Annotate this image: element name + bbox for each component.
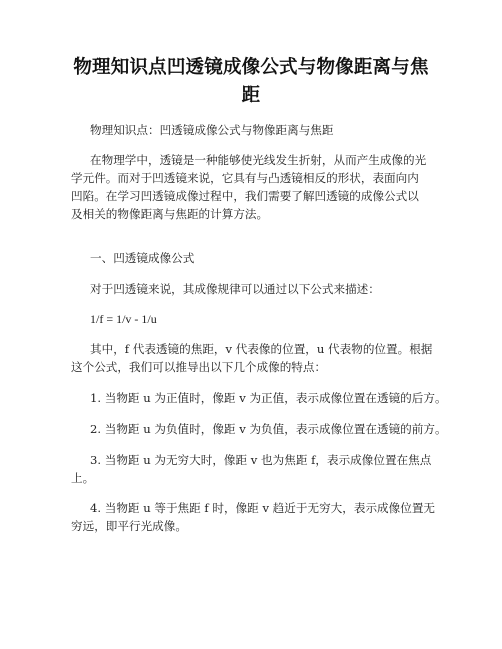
section-intro: 对于凹透镜来说，其成像规律可以通过以下公式来描述： [90, 282, 380, 296]
list-item-line: 上。 [71, 471, 95, 485]
list-item-line: 穷远，即平行光成像。 [71, 519, 187, 533]
paragraph-line: 在物理学中，透镜是一种能够使光线发生折射，从而产生成像的光 [90, 153, 427, 167]
list-item-1: 1. 当物距 u 为正值时，像距 v 为正值，表示成像位置在透镜的后方。 [90, 391, 447, 405]
formula: 1/f = 1/v - 1/u [90, 312, 157, 326]
paragraph-line: 及相关的物像距离与焦距的计算方法。 [71, 207, 269, 221]
section-heading: 一、凹透镜成像公式 [90, 251, 195, 265]
list-item-line: 3. 当物距 u 为无穷大时，像距 v 也为焦距 f，表示成像位置在焦点 [90, 453, 432, 467]
title-line-1: 物理知识点凹透镜成像公式与物像距离与焦 [73, 57, 429, 78]
document-title [70, 54, 432, 110]
list-item-2: 2. 当物距 u 为负值时，像距 v 为负值，表示成像位置在透镜的前方。 [90, 422, 447, 436]
list-item-3 [71, 451, 441, 487]
title-line-2: 距 [241, 85, 261, 106]
paragraph-line: 这个公式，我们可以推导出以下几个成像的特点： [71, 360, 327, 374]
paragraph-explanation [71, 340, 441, 376]
list-item-4 [71, 499, 441, 535]
intro-paragraph: 物理知识点：凹透镜成像公式与物像距离与焦距 [90, 123, 334, 137]
list-item-line: 4. 当物距 u 等于焦距 f 时，像距 v 趋近于无穷大，表示成像位置无 [90, 501, 436, 515]
paragraph-line: 凹陷。在学习凹透镜成像过程中，我们需要了解凹透镜的成像公式以 [71, 189, 419, 203]
paragraph-line: 其中，f 代表透镜的焦距，v 代表像的位置，u 代表物的位置。根据 [90, 342, 433, 356]
paragraph-line: 学元件。而对于凹透镜来说，它具有与凸透镜相反的形状，表面向内 [71, 171, 419, 185]
paragraph-intro-body [71, 151, 441, 223]
